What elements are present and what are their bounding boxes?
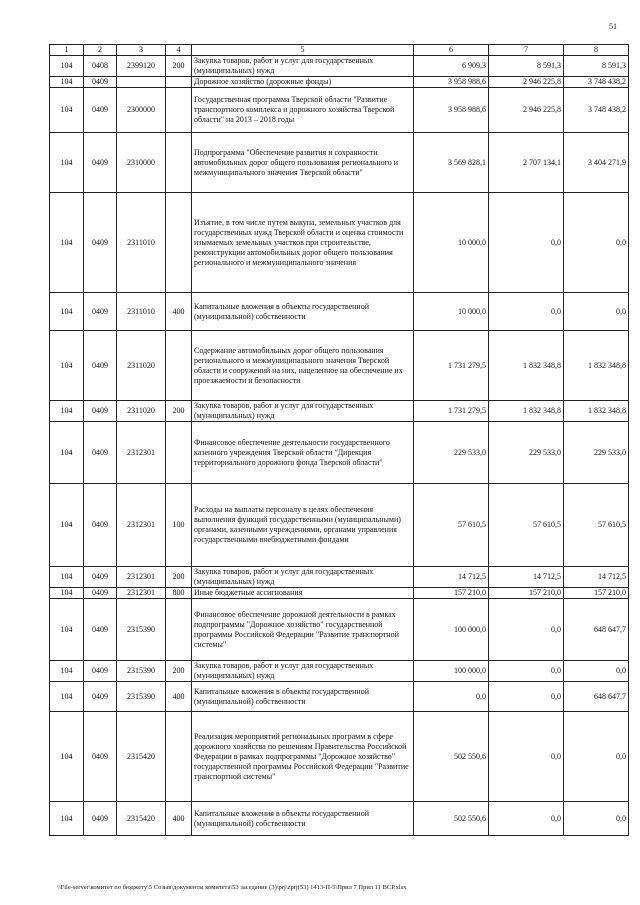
expense-type-code-cell (166, 77, 192, 88)
subsection-code-cell: 0409 (84, 77, 117, 88)
table-row (50, 56, 629, 77)
expense-type-code-cell: 400 (166, 802, 192, 836)
amount-col6-cell: 3 958 988,6 (414, 88, 489, 133)
section-code-cell: 104 (50, 567, 84, 588)
subsection-code-cell: 0409 (84, 599, 117, 661)
table-row (50, 422, 629, 484)
table-row (50, 682, 629, 712)
amount-col7-cell: 1 832 348,8 (489, 401, 564, 422)
subsection-code-cell: 0409 (84, 802, 117, 836)
section-code-cell: 104 (50, 56, 84, 77)
description-cell: Иные бюджетные ассигнования (192, 588, 414, 599)
description-cell: Финансовое обеспечение деятельности государственного казенного учреждения Тверской области "Дирекция территориального дорожного фонда Тверской области" (192, 422, 414, 484)
table-row (50, 331, 629, 401)
section-code-cell: 104 (50, 77, 84, 88)
description-cell: Государственная программа Тверской области "Развитие транспортного комплекса и дорожного хозяйства Тверской области" на 2013 – 2018 годы (192, 88, 414, 133)
table-row (50, 588, 629, 599)
section-code-cell: 104 (50, 599, 84, 661)
amount-col7-cell: 0,0 (489, 661, 564, 682)
expense-type-code-cell (166, 193, 192, 293)
target-article-code-cell: 2315420 (117, 802, 166, 836)
target-article-code-cell: 2312301 (117, 567, 166, 588)
header-cell: 3 (117, 45, 166, 56)
expense-type-code-cell: 100 (166, 484, 192, 567)
section-code-cell: 104 (50, 133, 84, 193)
target-article-code-cell: 2315420 (117, 712, 166, 802)
amount-col8-cell: 0,0 (564, 193, 629, 293)
amount-col7-cell: 2 946 225,8 (489, 88, 564, 133)
subsection-code-cell: 0408 (84, 56, 117, 77)
description-cell: Дорожное хозяйство (дорожные фонды) (192, 77, 414, 88)
header-cell: 2 (84, 45, 117, 56)
target-article-code-cell: 2312301 (117, 484, 166, 567)
amount-col7-cell: 1 832 348,8 (489, 331, 564, 401)
amount-col8-cell: 57 610,5 (564, 484, 629, 567)
description-cell: Закупка товаров, работ и услуг для государственных (муниципальных) нужд (192, 401, 414, 422)
expense-type-code-cell (166, 422, 192, 484)
subsection-code-cell: 0409 (84, 661, 117, 682)
file-path-footer: \\File-server\комитет по бюджету\5 Созыв\документы комитета\53 заседание (3)\prj\zprj(53) 1413-П-5\Прил 7 Прил 11 ВСР.xlsx (57, 884, 407, 891)
description-cell: Изъятие, в том числе путем выкупа, земельных участков для государственных нужд Тверской области и оценка стоимости изымаемых земельных участков при строительстве, реконструкции автомобильных дорог общего пользования регионального и межмуниципального значения (192, 193, 414, 293)
target-article-code-cell: 2310000 (117, 133, 166, 193)
description-cell: Закупка товаров, работ и услуг для государственных (муниципальных) нужд (192, 661, 414, 682)
amount-col6-cell: 1 731 279,5 (414, 401, 489, 422)
header-row (50, 45, 629, 56)
amount-col7-cell: 0,0 (489, 802, 564, 836)
table-row (50, 661, 629, 682)
amount-col8-cell: 157 210,0 (564, 588, 629, 599)
amount-col8-cell: 1 832 348,8 (564, 401, 629, 422)
description-cell: Расходы на выплаты персоналу в целях обеспечения выполнения функций государственными (муниципальными) органами, казенными учреждениями, органами управления государственными внебюджетными фондами (192, 484, 414, 567)
table-row (50, 401, 629, 422)
amount-col7-cell: 157 210,0 (489, 588, 564, 599)
table-row (50, 484, 629, 567)
amount-col8-cell: 229 533,0 (564, 422, 629, 484)
amount-col7-cell: 229 533,0 (489, 422, 564, 484)
expense-type-code-cell: 200 (166, 661, 192, 682)
subsection-code-cell: 0409 (84, 712, 117, 802)
description-cell: Реализация мероприятий региональных программ в сфере дорожного хозяйства по решениям Правительства Российской Федерации в рамках подпрограммы "Дорожное хозяйство" государственной программы Российской Федерации "Развитие транспортной системы" (192, 712, 414, 802)
amount-col6-cell: 0,0 (414, 682, 489, 712)
amount-col7-cell: 57 610,5 (489, 484, 564, 567)
header-cell: 4 (166, 45, 192, 56)
amount-col6-cell: 14 712,5 (414, 567, 489, 588)
amount-col6-cell: 1 731 279,5 (414, 331, 489, 401)
description-cell: Капитальные вложения в объекты государственной (муниципальной) собственности (192, 293, 414, 331)
amount-col8-cell: 3 748 438,2 (564, 88, 629, 133)
subsection-code-cell: 0409 (84, 422, 117, 484)
description-cell: Финансовое обеспечение дорожной деятельности в рамках подпрограммы "Дорожное хозяйство" государственной программы Российской Федерации "Развитие транспортной системы" (192, 599, 414, 661)
target-article-code-cell: 2312301 (117, 588, 166, 599)
header-cell: 5 (192, 45, 414, 56)
subsection-code-cell: 0409 (84, 567, 117, 588)
amount-col6-cell: 157 210,0 (414, 588, 489, 599)
amount-col8-cell: 648 647,7 (564, 599, 629, 661)
expense-type-code-cell (166, 133, 192, 193)
section-code-cell: 104 (50, 682, 84, 712)
target-article-code-cell: 2312301 (117, 422, 166, 484)
amount-col6-cell: 100 000,0 (414, 599, 489, 661)
table-row (50, 599, 629, 661)
amount-col6-cell: 3 958 988,6 (414, 77, 489, 88)
amount-col8-cell: 14 712,5 (564, 567, 629, 588)
amount-col8-cell: 0,0 (564, 661, 629, 682)
table-row (50, 88, 629, 133)
amount-col6-cell: 502 550,6 (414, 802, 489, 836)
amount-col6-cell: 57 610,5 (414, 484, 489, 567)
expense-type-code-cell: 200 (166, 401, 192, 422)
target-article-code-cell: 2315390 (117, 599, 166, 661)
amount-col8-cell: 0,0 (564, 802, 629, 836)
amount-col6-cell: 10 000,0 (414, 293, 489, 331)
amount-col8-cell: 0,0 (564, 293, 629, 331)
section-code-cell: 104 (50, 331, 84, 401)
table-row (50, 193, 629, 293)
target-article-code-cell (117, 77, 166, 88)
subsection-code-cell: 0409 (84, 88, 117, 133)
section-code-cell: 104 (50, 588, 84, 599)
target-article-code-cell: 2300000 (117, 88, 166, 133)
amount-col7-cell: 8 591,3 (489, 56, 564, 77)
expense-type-code-cell: 400 (166, 682, 192, 712)
description-cell: Закупка товаров, работ и услуг для государственных (муниципальных) нужд (192, 56, 414, 77)
expense-type-code-cell: 200 (166, 56, 192, 77)
amount-col6-cell: 3 569 828,1 (414, 133, 489, 193)
table-row (50, 133, 629, 193)
amount-col6-cell: 100 000,0 (414, 661, 489, 682)
table-row (50, 567, 629, 588)
page-number: 51 (609, 22, 617, 31)
amount-col8-cell: 0,0 (564, 712, 629, 802)
header-cell: 8 (564, 45, 629, 56)
subsection-code-cell: 0409 (84, 331, 117, 401)
description-cell: Капитальные вложения в объекты государственной (муниципальной) собственности (192, 802, 414, 836)
section-code-cell: 104 (50, 401, 84, 422)
header-cell: 1 (50, 45, 84, 56)
amount-col6-cell: 10 000,0 (414, 193, 489, 293)
section-code-cell: 104 (50, 484, 84, 567)
description-cell: Содержание автомобильных дорог общего пользования регионального и межмуниципального значения Тверской области и сооружений на них, нацеленное на обеспечение их проезжаемости и безопасности (192, 331, 414, 401)
expense-type-code-cell: 400 (166, 293, 192, 331)
table-body (50, 45, 629, 836)
section-code-cell: 104 (50, 661, 84, 682)
section-code-cell: 104 (50, 422, 84, 484)
header-cell: 7 (489, 45, 564, 56)
expense-type-code-cell (166, 88, 192, 133)
amount-col7-cell: 0,0 (489, 682, 564, 712)
target-article-code-cell: 2315390 (117, 682, 166, 712)
amount-col8-cell: 1 832 348,8 (564, 331, 629, 401)
amount-col7-cell: 0,0 (489, 599, 564, 661)
amount-col6-cell: 6 909,3 (414, 56, 489, 77)
subsection-code-cell: 0409 (84, 293, 117, 331)
section-code-cell: 104 (50, 193, 84, 293)
amount-col7-cell: 0,0 (489, 193, 564, 293)
amount-col7-cell: 2 707 134,1 (489, 133, 564, 193)
budget-table (49, 44, 629, 836)
amount-col7-cell: 0,0 (489, 712, 564, 802)
subsection-code-cell: 0409 (84, 133, 117, 193)
expense-type-code-cell (166, 712, 192, 802)
subsection-code-cell: 0409 (84, 484, 117, 567)
header-cell: 6 (414, 45, 489, 56)
description-cell: Подпрограмма "Обеспечение развития и сохранности автомобильных дорог общего пользования регионального и межмуниципального значения Тверской области" (192, 133, 414, 193)
expense-type-code-cell: 800 (166, 588, 192, 599)
subsection-code-cell: 0409 (84, 401, 117, 422)
target-article-code-cell: 2311010 (117, 193, 166, 293)
amount-col7-cell: 14 712,5 (489, 567, 564, 588)
section-code-cell: 104 (50, 293, 84, 331)
target-article-code-cell: 2311020 (117, 401, 166, 422)
amount-col7-cell: 0,0 (489, 293, 564, 331)
amount-col6-cell: 502 550,6 (414, 712, 489, 802)
amount-col8-cell: 3 404 271,9 (564, 133, 629, 193)
description-cell: Капитальные вложения в объекты государственной (муниципальной) собственности (192, 682, 414, 712)
table-row (50, 77, 629, 88)
target-article-code-cell: 2311010 (117, 293, 166, 331)
section-code-cell: 104 (50, 802, 84, 836)
table-row (50, 293, 629, 331)
amount-col7-cell: 2 946 225,8 (489, 77, 564, 88)
subsection-code-cell: 0409 (84, 682, 117, 712)
subsection-code-cell: 0409 (84, 588, 117, 599)
target-article-code-cell: 2311020 (117, 331, 166, 401)
amount-col8-cell: 8 591,3 (564, 56, 629, 77)
table-row (50, 712, 629, 802)
table-row (50, 802, 629, 836)
target-article-code-cell: 2315390 (117, 661, 166, 682)
amount-col8-cell: 3 748 438,2 (564, 77, 629, 88)
expense-type-code-cell (166, 599, 192, 661)
description-cell: Закупка товаров, работ и услуг для государственных (муниципальных) нужд (192, 567, 414, 588)
expense-type-code-cell (166, 331, 192, 401)
section-code-cell: 104 (50, 88, 84, 133)
section-code-cell: 104 (50, 712, 84, 802)
target-article-code-cell: 2399120 (117, 56, 166, 77)
subsection-code-cell: 0409 (84, 193, 117, 293)
amount-col8-cell: 648 647,7 (564, 682, 629, 712)
expense-type-code-cell: 200 (166, 567, 192, 588)
amount-col6-cell: 229 533,0 (414, 422, 489, 484)
